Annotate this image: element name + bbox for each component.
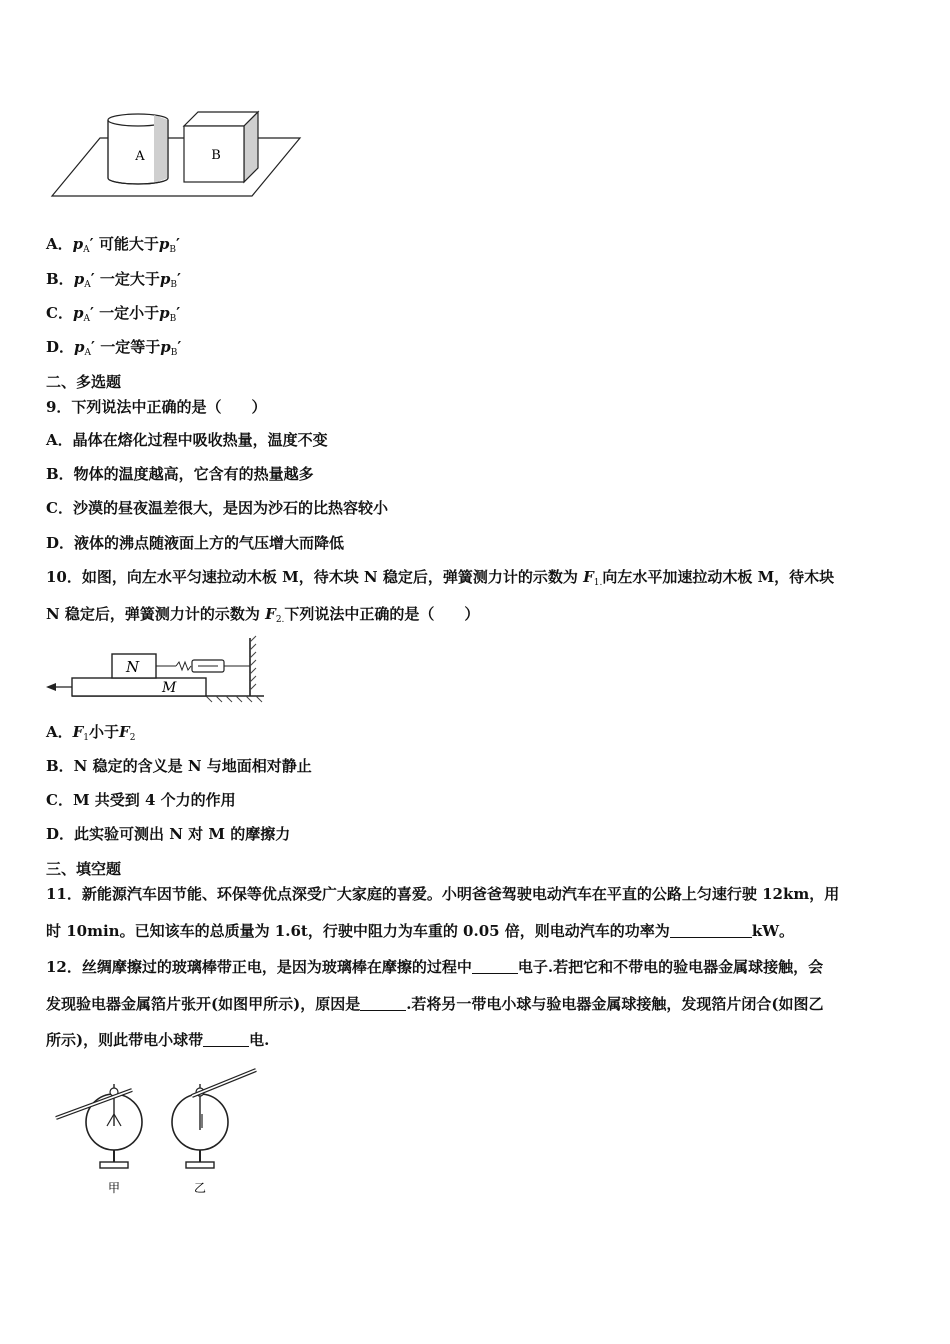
q12-blank-3 [203,1046,249,1047]
label-a: A [135,149,145,164]
q8-option-c: C．$p_A'$ 一定小于$p_B'$ [46,304,181,324]
q12-line2: 发现验电器金属箔片张开(如图甲所示)，原因是 .若将另一带电小球与验电器金属球接触，发现箔片闭合(如图乙 [46,995,824,1013]
q9-option-d: D．液体的沸点随液面上方的气压增大而降低 [46,534,345,552]
figure-electroscopes [52,1066,264,1196]
q11-line2: 时 10min。已知该车的总质量为 1.6t，行驶中阻力为车重的 0.05 倍，则电动汽车的功率为 kW。 [46,922,795,940]
section-heading-multiple-choice: 二、多选题 [46,373,122,391]
label-jia: 甲 [108,1181,121,1195]
q10-option-d: D．此实验可测出 N 对 M 的摩擦力 [46,825,291,843]
q10-option-a: A．$F_1$小于$F_2$ [46,723,136,743]
label-yi: 乙 [194,1181,207,1195]
q11-answer-blank [670,937,752,938]
electroscope-yi [172,1070,256,1168]
q9-option-a: A．晶体在熔化过程中吸收热量，温度不变 [46,431,328,449]
electroscope-jia [56,1084,142,1168]
q12-line3: 所示)，则此带电小球带 电. [46,1031,270,1049]
q11-line1: 11．新能源汽车因节能、环保等优点深受广大家庭的喜爱。小明爸爸驾驶电动汽车在平直的公路上匀速行驶 12km，用 [46,885,840,903]
q10-option-b: B．N 稳定的含义是 N 与地面相对静止 [46,757,312,775]
label-b: B [211,148,221,163]
q9-option-c: C．沙漠的昼夜温差很大，是因为沙石的比热容较小 [46,499,388,517]
label-n: N [126,658,140,676]
label-m: M [162,680,177,696]
q12-blank-1 [472,973,518,974]
q8-option-a: A．$p_A'$ 可能大于$p_B'$ [46,235,180,255]
q10-stem-line2: N 稳定后，弹簧测力计的示数为 $F_{2.}$下列说法中正确的是（ ） [46,605,480,625]
q12-blank-2 [360,1010,406,1011]
q9-option-b: B．物体的温度越高，它含有的热量越多 [46,465,314,483]
q9-stem: 9．下列说法中正确的是（ ） [46,398,267,416]
q8-option-d: D．$p_A'$ 一定等于$p_B'$ [46,338,182,358]
q8-option-b: B．$p_A'$ 一定大于$p_B'$ [46,270,181,290]
section-heading-fill-in: 三、填空题 [46,860,122,878]
figure-board-block-spring [44,636,268,702]
q12-line1: 12．丝绸摩擦过的玻璃棒带正电，是因为玻璃棒在摩擦的过程中 电子.若把它和不带电的验电器金属球接触，会 [46,958,824,976]
q10-option-c: C．M 共受到 4 个力的作用 [46,791,236,809]
q10-stem-line1: 10．如图，向左水平匀速拉动木板 M，待木块 N 稳定后，弹簧测力计的示数为 $F_{1.}$向左水平加速拉动木板 M，待木块 [46,568,835,588]
figure-cylinder-cube [48,108,304,200]
